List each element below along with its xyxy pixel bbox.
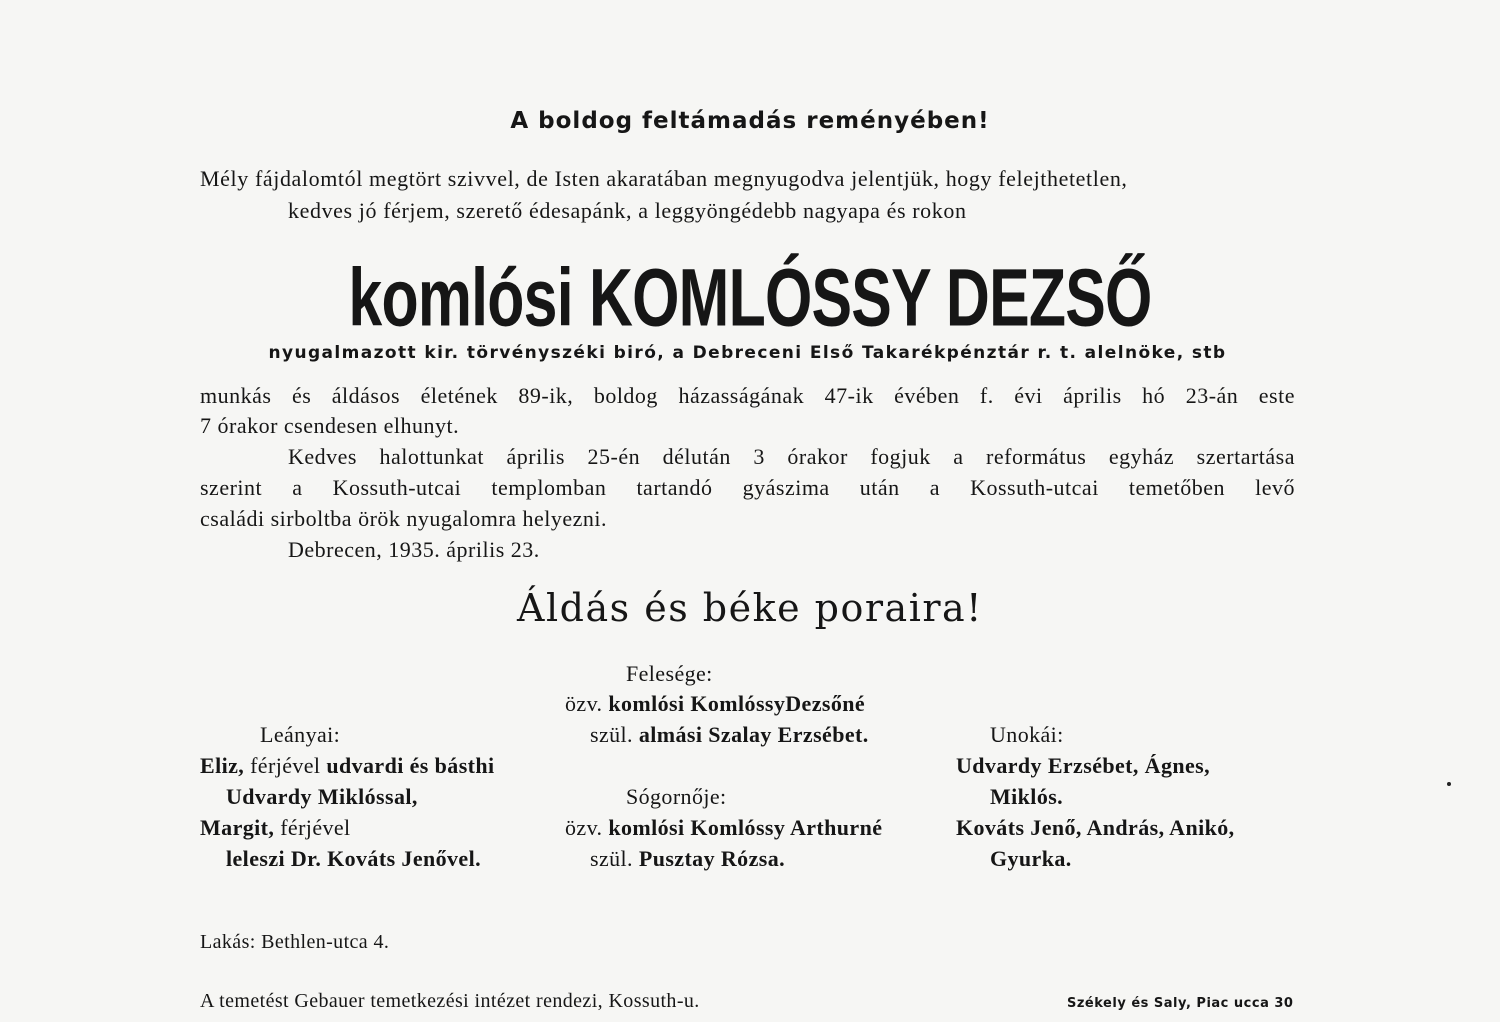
printer-imprint: Székely és Saly, Piac ucca 30 bbox=[1067, 996, 1294, 1011]
daughter1-husband-line bbox=[226, 784, 418, 810]
wife-name: komlósi KomlóssyDezsőné bbox=[608, 691, 866, 716]
funeral-line-2: szerint a Kossuth-utcai templomban tartandó gyászima után a Kossuth-utcai temetőben levő bbox=[200, 475, 1295, 500]
daughter1-with: férjével bbox=[250, 753, 321, 778]
wife-born-name: almási Szalay Erzsébet. bbox=[638, 722, 869, 747]
daughter2-with: férjével bbox=[280, 815, 351, 840]
death-line-1: munkás és áldásos életének 89-ik, boldog házasságának 47-ik évében f. évi április hó 23-án este bbox=[200, 383, 1295, 408]
grandchildren-3: Kováts Jenő, András, Anikó, bbox=[956, 815, 1235, 840]
sister-in-law-prefix: özv. bbox=[565, 815, 603, 840]
death-line-2: 7 órakor csendesen elhunyt. bbox=[200, 413, 460, 438]
grandchildren-line-3 bbox=[956, 815, 1235, 841]
daughter2-husband-line bbox=[226, 846, 481, 872]
print-speck bbox=[1447, 782, 1451, 786]
wife-born-line bbox=[590, 722, 869, 748]
sister-in-law-born-name: Pusztay Rózsa. bbox=[638, 846, 785, 871]
wife-label: Felesége: bbox=[626, 661, 713, 686]
daughter2-line bbox=[200, 815, 351, 841]
motto-heading: A boldog feltámadás reményében! bbox=[510, 108, 990, 134]
grandchildren-1: Udvardy Erzsébet, Ágnes, bbox=[956, 753, 1211, 778]
daughter1-line bbox=[200, 753, 495, 779]
grandchildren-line-2 bbox=[990, 784, 1063, 810]
grandchildren-line-1 bbox=[956, 753, 1210, 779]
grandchildren-2: Miklós. bbox=[990, 784, 1064, 809]
place-date: Debrecen, 1935. április 23. bbox=[288, 537, 540, 562]
deceased-name: komlósi KOMLÓSSY DEZSŐ bbox=[348, 251, 1152, 344]
sister-in-law-line bbox=[565, 815, 882, 841]
daughter2-name: Margit, bbox=[200, 815, 275, 840]
wife-name-line bbox=[565, 691, 865, 717]
funeral-line-3: családi sirboltba örök nyugalomra helyezni. bbox=[200, 506, 607, 531]
grandchildren-4: Gyurka. bbox=[990, 846, 1072, 871]
blessing: Áldás és béke poraira! bbox=[517, 586, 983, 630]
sister-in-law-born-line bbox=[590, 846, 785, 872]
daughter2-husband: leleszi Dr. Kováts Jenővel. bbox=[226, 846, 482, 871]
undertaker-note: A temetést Gebauer temetkezési intézet rendezi, Kossuth-u. bbox=[200, 990, 700, 1012]
residence: Lakás: Bethlen-utca 4. bbox=[200, 931, 390, 953]
sister-in-law-label: Sógornője: bbox=[626, 784, 727, 809]
daughter1-husband-a: udvardi és básthi bbox=[326, 753, 495, 778]
daughter1-name: Eliz, bbox=[200, 753, 245, 778]
grandchildren-line-4 bbox=[990, 846, 1072, 872]
intro-line-2: kedves jó férjem, szerető édesapánk, a leggyöngédebb nagyapa és rokon bbox=[288, 198, 967, 223]
daughters-label: Leányai: bbox=[260, 722, 341, 747]
sister-in-law-name: komlósi Komlóssy Arthurné bbox=[608, 815, 883, 840]
sister-in-law-born-prefix: szül. bbox=[590, 846, 633, 871]
daughter1-husband-b: Udvardy Miklóssal, bbox=[226, 784, 418, 809]
deceased-titles: nyugalmazott kir. törvényszéki biró, a Debreceni Első Takarékpénztár r. t. alelnöke, stb bbox=[268, 343, 1227, 363]
intro-line-1: Mély fájdalomtól megtört szivvel, de Isten akaratában megnyugodva jelentjük, hogy felejthetetlen, bbox=[200, 166, 1128, 191]
wife-prefix: özv. bbox=[565, 691, 603, 716]
funeral-line-1: Kedves halottunkat április 25-én délután 3 órakor fogjuk a református egyház szertartása bbox=[288, 444, 1295, 469]
wife-born-prefix: szül. bbox=[590, 722, 633, 747]
grandchildren-label: Unokái: bbox=[990, 722, 1064, 747]
